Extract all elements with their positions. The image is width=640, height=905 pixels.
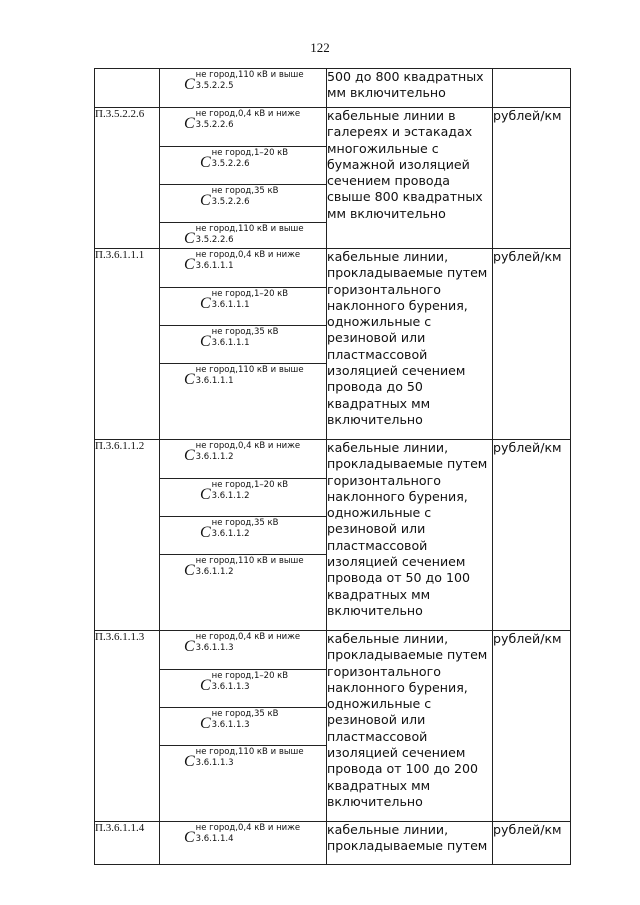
formula-symbol: C [184,753,195,770]
formula-symbol: C [184,76,195,93]
table-body [95,69,571,865]
formula-scripts [196,442,300,462]
formula-subscript: 3.6.1.1.1 [195,261,234,271]
table-row [95,249,571,440]
tariff-formula [200,149,288,171]
formula-symbol: C [200,192,211,209]
formula-symbol: C [200,295,211,312]
formula-superscript: не город,0,4 кВ и ниже [195,632,301,642]
formula-superscript: не город,0,4 кВ и ниже [195,109,301,119]
formula-symbol: C [200,715,211,732]
formula-symbol: C [184,447,195,464]
formula-symbol: C [184,562,195,579]
formula-cell [160,822,327,865]
formula-superscript: не город,0,4 кВ и ниже [195,441,301,451]
formula-superscript: не город,35 кВ [211,327,279,337]
formula-scripts [212,672,288,692]
formula-superscript: не город,0,4 кВ и ниже [195,823,301,833]
formula-scripts [212,710,279,730]
formula-cell [160,631,327,822]
formula-superscript: не город,1–20 кВ [211,480,289,490]
formula-list [160,822,326,864]
tariff-formula [184,71,304,93]
row-code: П.3.5.2.2.6 [95,108,160,249]
tariff-formula [200,481,288,503]
formula-subscript: 3.6.1.1.2 [211,529,250,539]
formula-superscript: не город,1–20 кВ [211,148,289,158]
formula-superscript: не город,110 кВ и выше [195,365,304,375]
tariff-formula [200,519,279,541]
row-code: П.3.6.1.1.2 [95,440,160,631]
formula-scripts [212,481,288,501]
formula-scripts [212,328,279,348]
formula-subscript: 3.5.2.2.5 [195,81,234,91]
formula-scripts [212,149,288,169]
formula-subcell [160,478,326,516]
formula-subcell [160,108,326,146]
tariff-formula [200,187,279,209]
table-row [95,631,571,822]
formula-symbol: C [200,524,211,541]
formula-list [160,69,326,107]
formula-list [160,108,326,248]
formula-subcell [160,440,326,478]
formula-list [160,440,326,630]
formula-cell [160,440,327,631]
table-row [95,108,571,249]
formula-scripts [196,110,300,130]
formula-subscript: 3.5.2.2.6 [195,120,234,130]
formula-subcell [160,287,326,325]
formula-subcell [160,516,326,554]
formula-scripts [196,366,304,386]
formula-subscript: 3.6.1.1.3 [195,643,234,653]
formula-subcell [160,146,326,184]
formula-subscript: 3.6.1.1.2 [195,452,234,462]
tariff-formula [184,251,300,273]
tariff-formula [200,710,279,732]
formula-subcell [160,745,326,821]
formula-symbol: C [200,677,211,694]
formula-subscript: 3.5.2.2.6 [211,197,250,207]
tariff-formula [184,557,304,579]
tariff-formula [200,290,288,312]
formula-subcell [160,69,326,107]
formula-subscript: 3.6.1.1.3 [195,758,234,768]
row-description: кабельные линии в галереях и эстакадах многожильные с бумажной изоляцией сечением провода свыше 800 квадратных мм включительно [327,108,493,249]
formula-superscript: не город,110 кВ и выше [195,224,304,234]
formula-superscript: не город,35 кВ [211,709,279,719]
table-row [95,440,571,631]
formula-cell [160,69,327,108]
formula-superscript: не город,110 кВ и выше [195,556,304,566]
formula-subcell [160,184,326,222]
formula-symbol: C [184,115,195,132]
formula-symbol: C [184,371,195,388]
formula-scripts [196,748,304,768]
row-code: П.3.6.1.1.4 [95,822,160,865]
formula-subcell [160,554,326,630]
tariff-formula [184,110,300,132]
formula-subcell [160,822,326,864]
formula-subcell [160,325,326,363]
formula-subscript: 3.6.1.1.4 [195,834,234,844]
formula-superscript: не город,1–20 кВ [211,289,289,299]
formula-cell [160,108,327,249]
tariff-table [94,68,571,865]
page-number: 122 [310,40,330,55]
row-unit: рублей/км [493,822,571,865]
formula-subcell [160,363,326,439]
formula-subscript: 3.6.1.1.3 [211,682,250,692]
formula-superscript: не город,35 кВ [211,186,279,196]
row-description: кабельные линии, прокладываемые путем [327,822,493,865]
tariff-formula [184,225,304,247]
row-unit: рублей/км [493,631,571,822]
row-unit [493,69,571,108]
formula-scripts [212,290,288,310]
formula-superscript: не город,110 кВ и выше [195,747,304,757]
formula-subscript: 3.6.1.1.2 [195,567,234,577]
row-unit: рублей/км [493,249,571,440]
formula-subscript: 3.6.1.1.2 [211,491,250,501]
formula-scripts [196,71,304,91]
formula-scripts [212,187,279,207]
table-row [95,822,571,865]
row-code: П.3.6.1.1.1 [95,249,160,440]
tariff-formula [200,328,279,350]
tariff-formula [200,672,288,694]
row-description: кабельные линии, прокладываемые путем горизонтального наклонного бурения, одножильные с резиновой или пластмассовой изоляцией сечением провода до 50 квадратных мм включительно [327,249,493,440]
formula-scripts [196,251,300,271]
formula-list [160,249,326,439]
formula-scripts [196,824,300,844]
table-row [95,69,571,108]
tariff-formula [184,366,304,388]
formula-subscript: 3.5.2.2.6 [195,235,234,245]
formula-superscript: не город,0,4 кВ и ниже [195,250,301,260]
formula-symbol: C [200,486,211,503]
formula-superscript: не город,35 кВ [211,518,279,528]
formula-subscript: 3.6.1.1.3 [211,720,250,730]
formula-subcell [160,249,326,287]
formula-subcell [160,222,326,248]
formula-subcell [160,707,326,745]
formula-subcell [160,669,326,707]
formula-superscript: не город,110 кВ и выше [195,70,304,80]
formula-subscript: 3.6.1.1.1 [211,300,250,310]
formula-scripts [196,633,300,653]
formula-symbol: C [200,154,211,171]
formula-list [160,631,326,821]
tariff-formula [184,824,300,846]
formula-symbol: C [184,256,195,273]
formula-scripts [196,557,304,577]
formula-symbol: C [184,829,195,846]
formula-subscript: 3.6.1.1.1 [195,376,234,386]
row-code: П.3.6.1.1.3 [95,631,160,822]
formula-subscript: 3.5.2.2.6 [211,159,250,169]
formula-symbol: C [184,230,195,247]
tariff-formula [184,633,300,655]
row-unit: рублей/км [493,108,571,249]
formula-subcell [160,631,326,669]
tariff-formula [184,442,300,464]
row-description: кабельные линии, прокладываемые путем горизонтального наклонного бурения, одножильные с резиновой или пластмассовой изоляцией сечением провода от 50 до 100 квадратных мм включительно [327,440,493,631]
formula-scripts [212,519,279,539]
tariff-formula [184,748,304,770]
row-unit: рублей/км [493,440,571,631]
formula-scripts [196,225,304,245]
formula-symbol: C [184,638,195,655]
row-code [95,69,160,108]
row-description: кабельные линии, прокладываемые путем горизонтального наклонного бурения, одножильные с резиновой или пластмассовой изоляцией сечением провода от 100 до 200 квадратных мм включительно [327,631,493,822]
formula-subscript: 3.6.1.1.1 [211,338,250,348]
row-description: 500 до 800 квадратных мм включительно [327,69,493,108]
formula-superscript: не город,1–20 кВ [211,671,289,681]
formula-cell [160,249,327,440]
formula-symbol: C [200,333,211,350]
